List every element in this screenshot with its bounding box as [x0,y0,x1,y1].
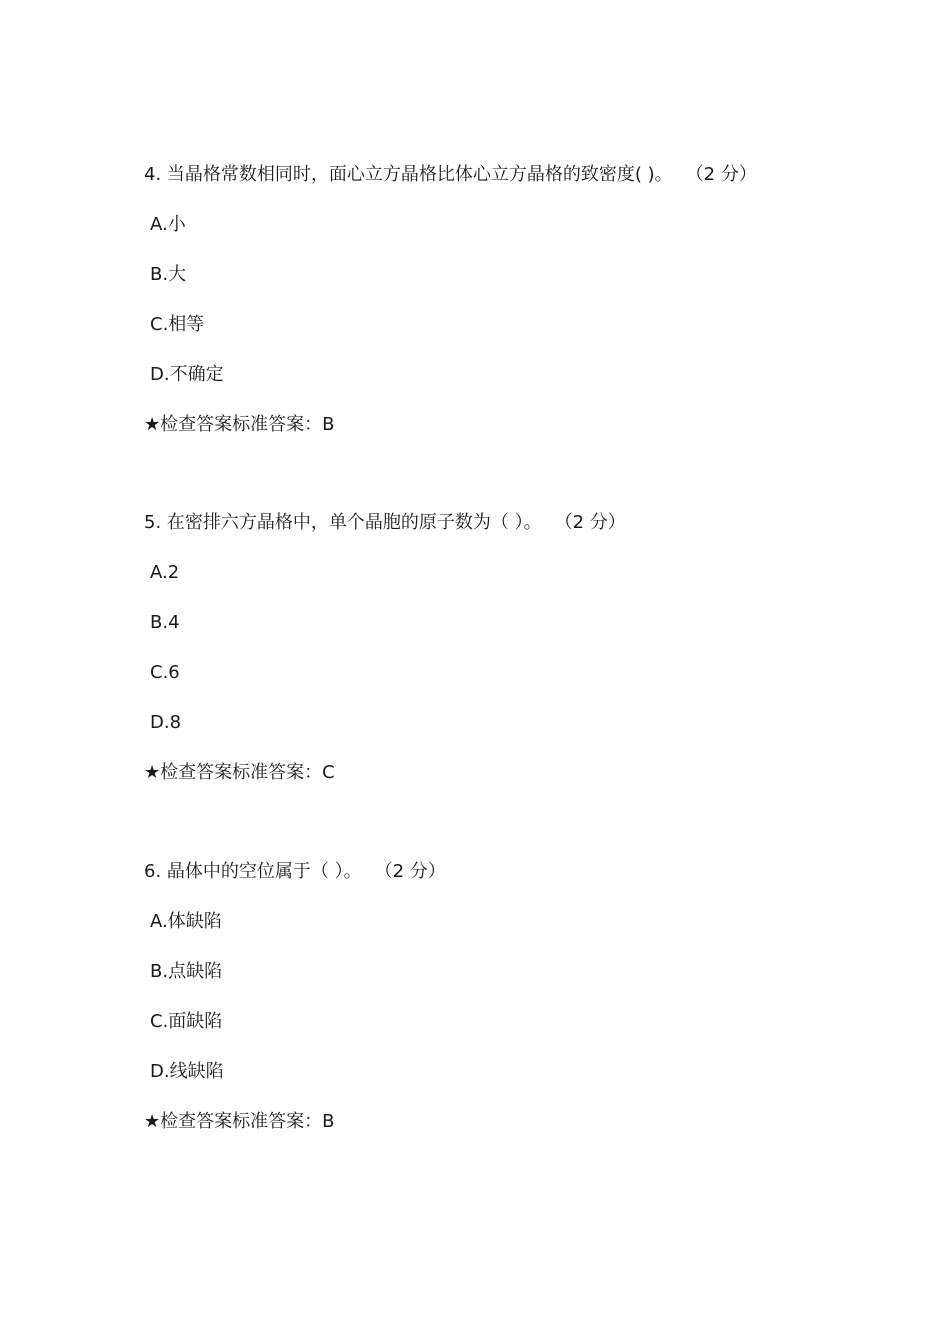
answer-value: B [322,414,335,435]
option-d: D.不确定 [150,364,224,385]
question-text: 6. 晶体中的空位属于（ ）。 [144,861,362,882]
question-stem [144,511,844,535]
option-b: B.4 [150,612,180,633]
question-6 [144,860,844,1134]
answer-label: ★检查答案标准答案： [144,762,323,783]
answer-label: ★检查答案标准答案： [144,414,323,435]
option-list [144,561,844,735]
answer-label: ★检查答案标准答案： [144,1111,323,1132]
question-stem [144,163,844,187]
question-text: 5. 在密排六方晶格中，单个晶胞的原子数为（ ）。 [144,512,542,533]
answer-line [144,1110,844,1134]
question-score: （2 分） [383,861,446,882]
option-d: D.8 [150,712,182,733]
option-list [144,910,844,1084]
question-score: （2 分） [563,512,626,533]
answer-value: C [322,762,335,783]
question-stem [144,860,844,884]
answer-value: B [322,1111,335,1132]
option-c: C.6 [150,662,180,683]
question-5 [144,511,844,785]
question-4 [144,163,844,437]
option-b: B.点缺陷 [150,961,223,982]
question-text: 4. 当晶格常数相同时，面心立方晶格比体心立方晶格的致密度( )。 [144,164,673,185]
option-c: C.相等 [150,314,205,335]
option-a: A.体缺陷 [150,911,222,932]
option-b: B.大 [150,264,187,285]
question-score: （2 分） [694,164,757,185]
answer-line [144,761,844,785]
option-list [144,213,844,387]
option-a: A.小 [150,214,186,235]
option-a: A.2 [150,562,180,583]
answer-line [144,413,844,437]
option-d: D.线缺陷 [150,1061,224,1082]
option-c: C.面缺陷 [150,1011,223,1032]
